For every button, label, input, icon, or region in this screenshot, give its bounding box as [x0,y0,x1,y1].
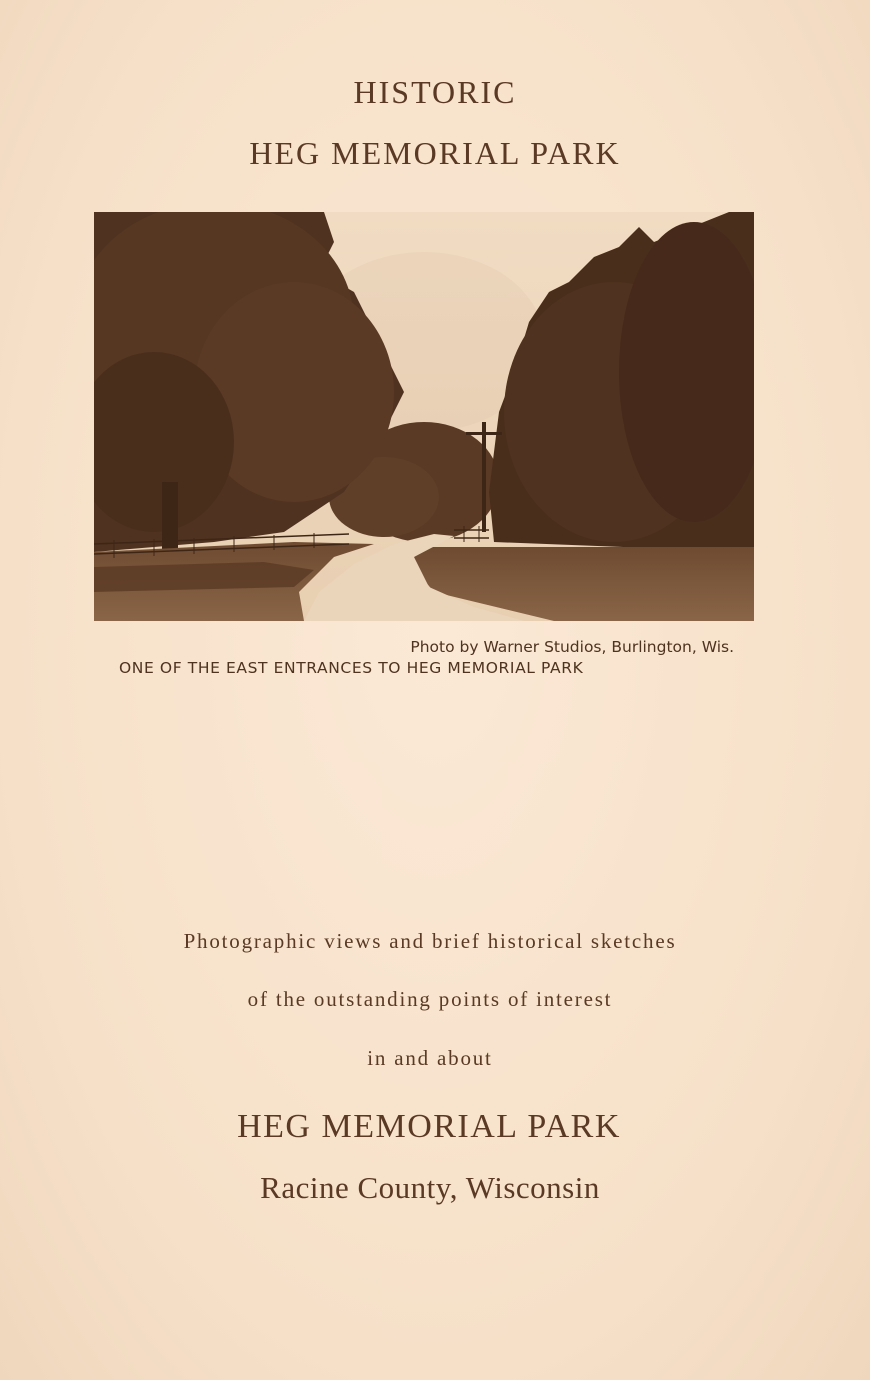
title-park-name: HEG MEMORIAL PARK [249,135,621,171]
intro-line-1: Photographic views and brief historical sketches [183,929,677,953]
park-entrance-photo [94,212,754,621]
title-historic: HISTORIC [353,74,517,110]
intro-line-2: of the outstanding points of interest [247,987,613,1011]
location-line: Racine County, Wisconsin [260,1170,600,1205]
park-name-heading: HEG MEMORIAL PARK [237,1108,621,1145]
photo-caption: ONE OF THE EAST ENTRANCES TO HEG MEMORIAL PARK [119,659,584,677]
photo-credit: Photo by Warner Studios, Burlington, Wis. [410,638,734,656]
intro-line-3: in and about [367,1046,493,1070]
